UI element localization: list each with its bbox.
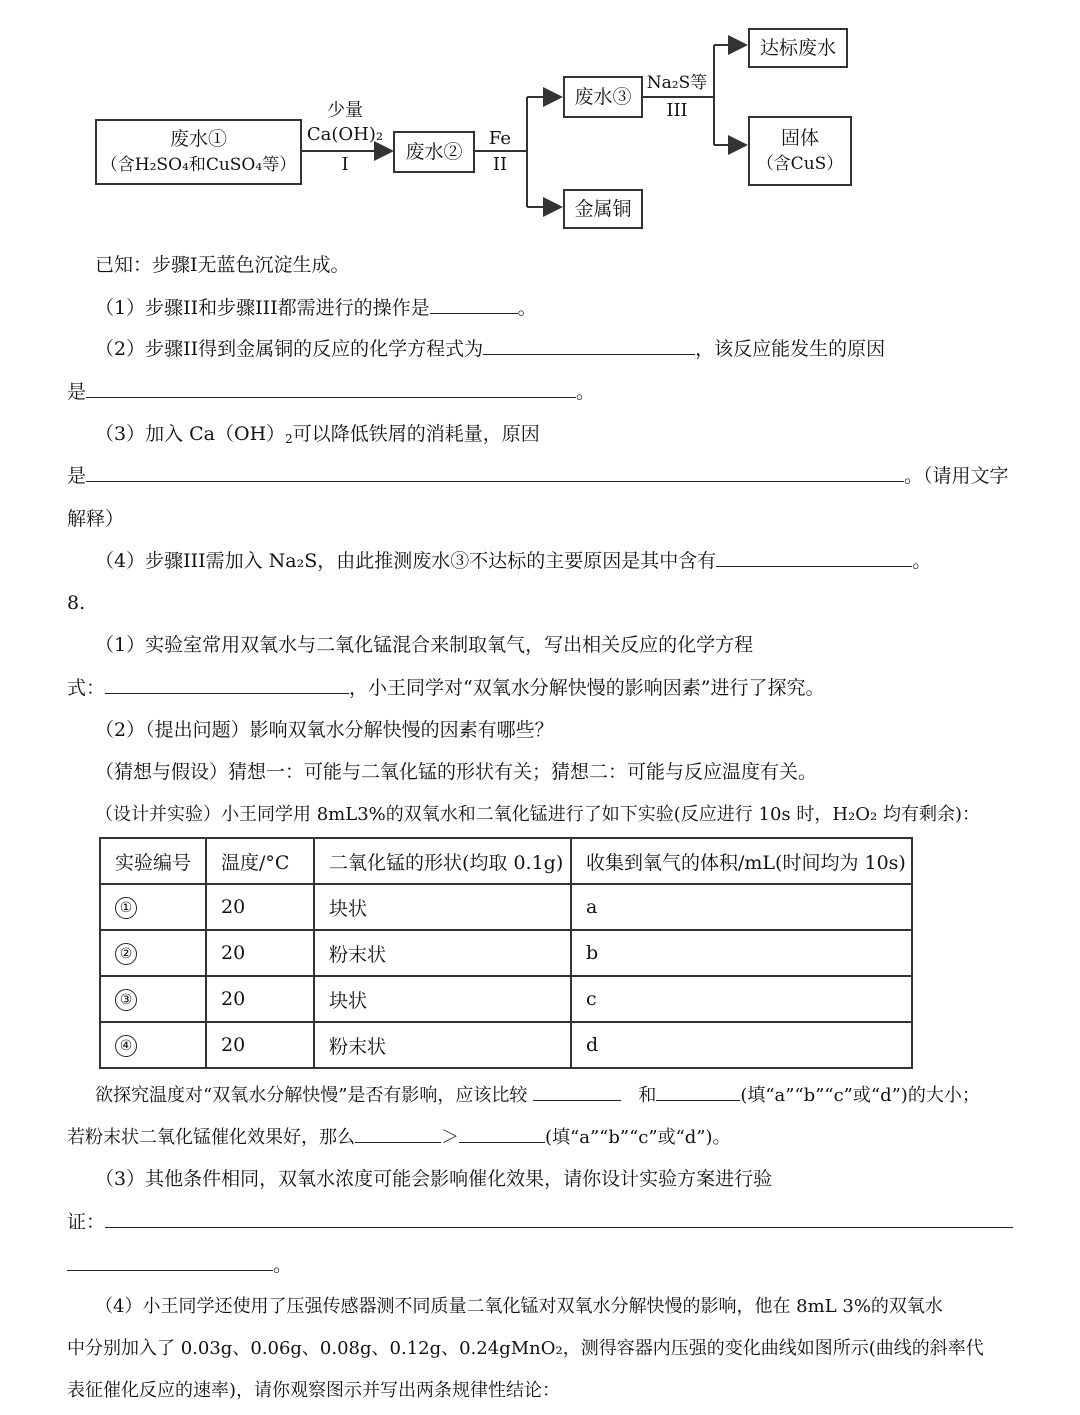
answer-blank [355,1124,441,1143]
table-cell: 块状 [314,976,571,1022]
q7-p2-text: （2）步骤II得到金属铜的反应的化学方程式为 [95,338,484,360]
box-wastewater-2: 废水② [393,131,475,173]
table-cell [100,884,206,930]
table-cell: 粉末状 [314,930,571,976]
q8-compare-text: 欲探究温度对“双氧水分解快慢”是否有影响，应该比较 [95,1085,528,1106]
q7-p4-text: （4）步骤III需加入 Na₂S，由此推测废水③不达标的主要原因是其中含有 [95,550,717,572]
answer-blank [105,675,349,694]
q8-part4-cont2: 表征催化反应的速率)，请你观察图示并写出两条规律性结论： [67,1380,561,1401]
q7-p3-shi: 是 [67,465,87,487]
table-cell [100,1022,206,1068]
table-header: 二氧化锰的形状(均取 0.1g) [314,838,571,884]
step1-top-label: 少量 [327,100,363,121]
answer-blank [716,548,912,567]
q7-part1 [95,295,537,321]
q7-p1-text: （1）步骤II和步骤III都需进行的操作是 [95,297,430,319]
box1-line1: 废水① [169,128,227,150]
table-row [100,884,912,930]
q8-part3-cont [67,1209,1013,1235]
q8-part4-cont: 中分别加入了 0.03g、0.06g、0.08g、0.12g、0.24gMnO₂，测得容器内压强的变化曲线如图所示(曲线的斜率代 [67,1338,984,1359]
table-cell: d [571,1022,912,1068]
q8-part4: （4）小王同学还使用了压强传感器测不同质量二氧化锰对双氧水分解快慢的影响，他在 8mL 3%的双氧水 [95,1296,943,1317]
q7-known: 已知：步骤I无蓝色沉淀生成。 [95,254,350,276]
q7-part3 [95,421,540,452]
table-cell-id: ③ [115,989,137,1011]
box-wastewater-3: 废水③ [563,76,643,118]
q8-compare2-text: 若粉末状二氧化锰催化效果好，那么 [67,1127,355,1148]
table-cell-id: ① [115,897,137,919]
q7-p3-end: 。（请用文字 [904,465,1009,487]
q7-p4-end: 。 [912,550,932,572]
table-header: 收集到氧气的体积/mL(时间均为 10s) [571,838,912,884]
q8-part3: （3）其他条件相同，双氧水浓度可能会影响催化效果，请你设计实验方案进行验 [95,1168,773,1190]
q8-compare [95,1082,980,1109]
q7-part3-explain: 解释） [67,508,125,530]
answer-blank [533,1082,621,1101]
box-metal-copper: 金属铜 [563,189,643,229]
box-solid [748,116,852,186]
table-cell-id: ④ [115,1035,137,1057]
table-header: 温度/°C [206,838,314,884]
q8-hypothesis: （猜想与假设）猜想一：可能与二氧化锰的形状有关；猜想二：可能与反应温度有关。 [95,761,818,783]
q8-compare-and: 和 [638,1085,657,1106]
q7-part2-cont [67,379,595,405]
q8-p3-end: 。 [273,1254,293,1276]
q8-compare2-end: (填“a”“b”“c”或“d”)。 [545,1127,731,1148]
answer-blank [105,1209,1013,1228]
table-header-row [100,838,912,884]
answer-blank [86,463,904,482]
table-cell: c [571,976,912,1022]
table-cell: 20 [206,884,314,930]
q8-compare-end: (填“a”“b”“c”或“d”)的大小； [740,1085,980,1106]
q8-compare2-gt: ＞ [441,1127,459,1148]
answer-blank [67,1252,273,1271]
q8-compare2 [67,1124,731,1151]
q7-p1-end: 。 [517,297,537,319]
table-cell [100,976,206,1022]
q8-p1-text: ，小王同学对“双氧水分解快慢的影响因素”进行了探究。 [349,677,825,699]
answer-blank [86,379,576,398]
q7-p2-end: 。 [576,381,596,403]
solid-line1: 固体 [780,127,819,149]
table-cell: 20 [206,930,314,976]
table-row [100,1022,912,1068]
table-header: 实验编号 [100,838,206,884]
q7-p2-shi: 是 [67,381,87,403]
step1-reagent-label: Ca(OH)₂ [306,124,384,145]
q7-part4 [95,548,931,574]
table-cell: 块状 [314,884,571,930]
q8-part1-cont [67,675,824,701]
q7-p3-text: （3）加入 Ca（OH） [95,423,286,445]
table-cell [100,930,206,976]
box1-line2: （含H₂SO₄和CuSO₄等） [100,155,297,175]
table-cell: 20 [206,1022,314,1068]
q7-part3-cont [67,463,1009,489]
table-cell: 20 [206,976,314,1022]
step1-number: I [341,154,349,175]
q8-part3-cont2 [67,1252,292,1278]
q8-p1-shi: 式： [67,677,106,699]
experiment-table [99,837,913,1069]
table-cell: b [571,930,912,976]
q7-p3-text2: 可以降低铁屑的消耗量，原因 [292,423,540,445]
table-row [100,976,912,1022]
q8-number: 8. [67,592,86,614]
q7-part2 [95,336,885,362]
step2-number: II [492,154,508,175]
q7-p2-text2: ，该反应能发生的原因 [695,338,886,360]
step3-number: III [666,100,688,121]
q7-p3-sub: 2 [285,432,293,446]
box-wastewater-1 [95,119,302,185]
table-row [100,930,912,976]
solid-line2: （含CuS） [756,154,844,174]
answer-blank [430,295,518,314]
answer-blank [656,1082,740,1101]
q8-p3-zheng: 证： [67,1211,106,1233]
table-cell: a [571,884,912,930]
table-cell-id: ② [115,943,137,965]
box-standard-wastewater: 达标废水 [748,28,848,68]
step2-reagent-label: Fe [488,128,512,149]
q8-design: （设计并实验）小王同学用 8mL3%的双氧水和二氧化锰进行了如下实验(反应进行 10s 时，H₂O₂ 均有剩余)： [95,804,980,825]
q8-part2: （2）（提出问题）影响双氧水分解快慢的因素有哪些？ [95,719,554,741]
q8-part1: （1）实验室常用双氧水与二氧化锰混合来制取氧气，写出相关反应的化学方程 [95,634,754,656]
table-cell: 粉末状 [314,1022,571,1068]
step3-reagent-label: Na₂S等 [646,73,708,93]
answer-blank [483,336,695,355]
answer-blank [459,1124,545,1143]
